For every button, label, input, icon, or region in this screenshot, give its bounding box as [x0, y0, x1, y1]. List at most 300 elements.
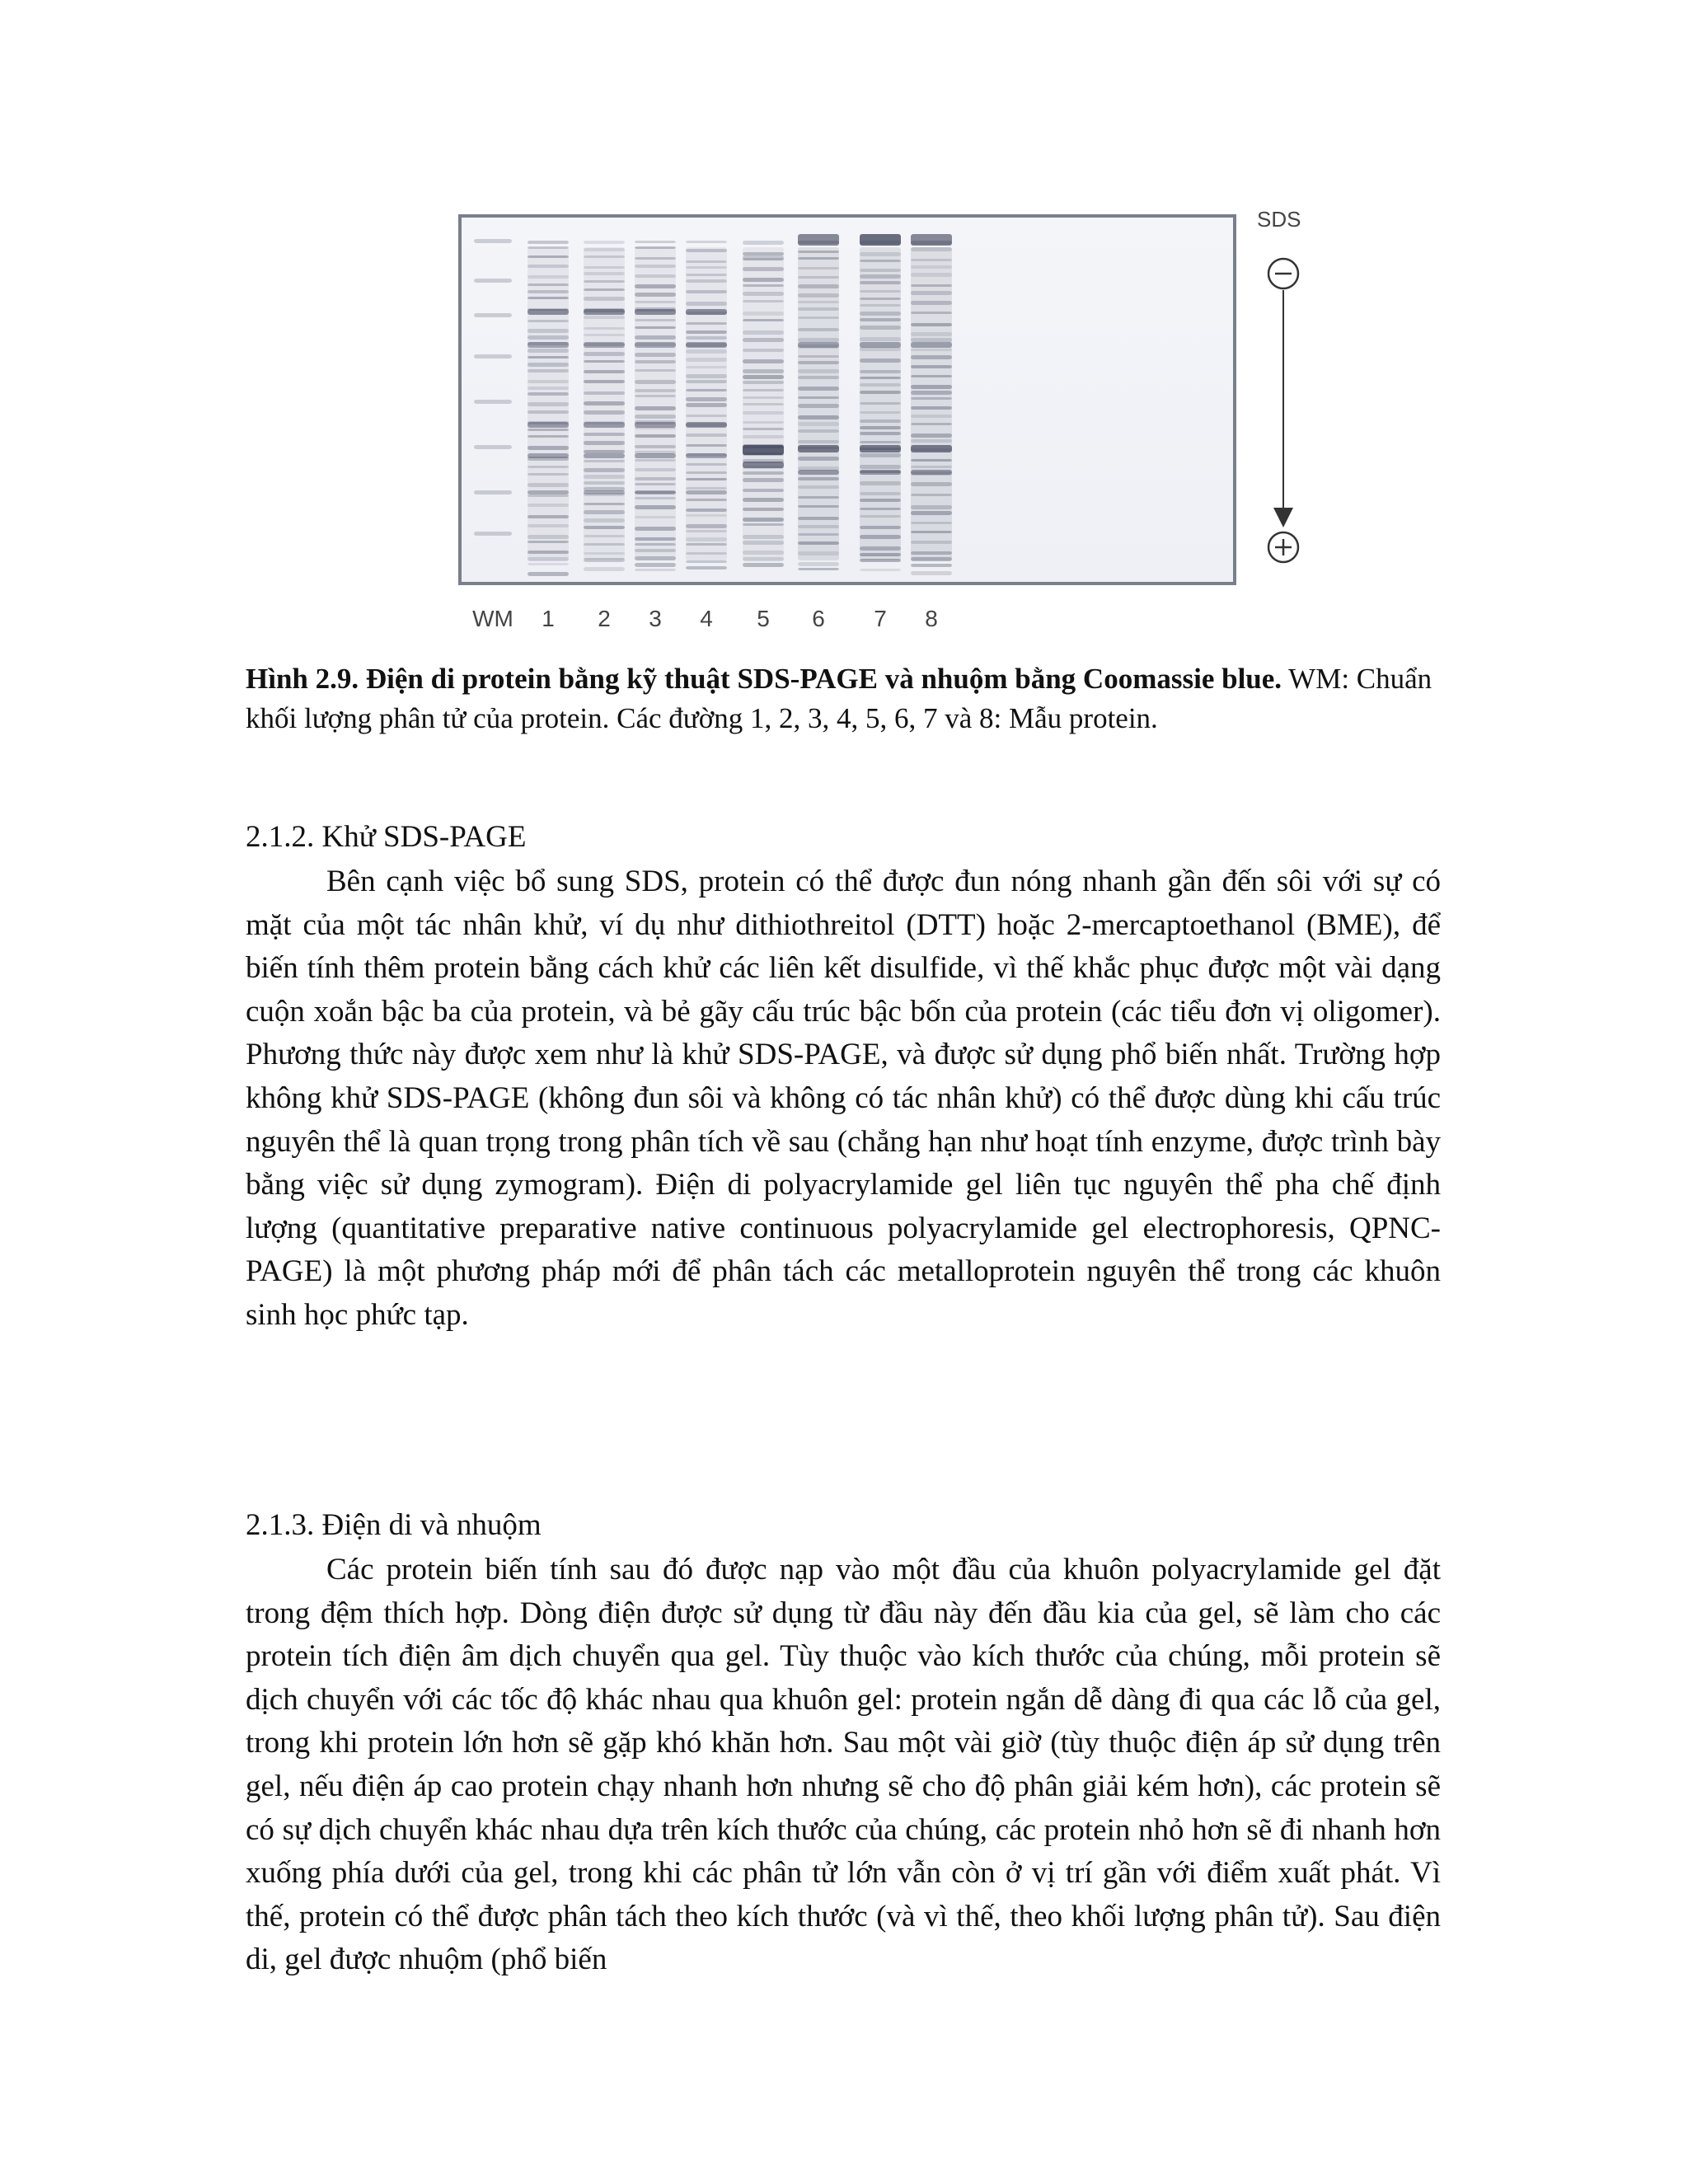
gel-band	[528, 380, 569, 383]
gel-band	[635, 342, 676, 348]
gel-band	[686, 279, 727, 283]
gel-lane	[635, 241, 676, 571]
gel-band	[528, 349, 569, 353]
gel-band	[743, 557, 784, 561]
gel-band	[635, 434, 676, 438]
gel-band	[860, 465, 901, 469]
gel-band	[635, 335, 676, 340]
gel-band	[635, 468, 676, 471]
gel-band	[686, 302, 727, 306]
gel-band	[911, 522, 952, 524]
gel-lane	[584, 241, 625, 571]
gel-band	[743, 300, 784, 302]
gel-band	[743, 319, 784, 321]
gel-band	[635, 497, 676, 499]
gel-band	[528, 541, 569, 543]
gel-band	[860, 391, 901, 394]
gel-band	[860, 370, 901, 373]
gel-band	[635, 301, 676, 303]
gel-band	[584, 503, 625, 505]
gel-band	[860, 260, 901, 262]
gel-band	[686, 266, 727, 269]
gel-band	[798, 422, 839, 426]
section-paragraph: Bên cạnh việc bổ sung SDS, protein có thể được đun nóng nhanh gần đến sôi với sự có mặt của một tác nhân khử, ví dụ như dithiothreitol (DTT) hoặc 2-mercaptoethanol (BME), để biến tính thêm protein bằng cách khử các liên kết disulfide, vì thế khắc phục được một vài dạng cuộn xoắn bậc ba của protein, và bẻ gãy cấu trúc bậc bốn của protein (các tiểu đơn vị oligomer). Phương thức này được xem như là khử SDS-PAGE, và được sử dụng phổ biến nhất. Trường hợp không khử SDS-PAGE (không đun sôi và không có tác nhân khử) có thể được dùng khi cấu trúc nguyên thể là quan trọng trong phân tích về sau (chẳng hạn như hoạt tính enzyme, được trình bày bằng việc sử dụng zymogram). Điện di polyacrylamide gel liên tục nguyên thể pha chế định lượng (quantitative preparative native continuous polyacrylamide gel electrophoresis, QPNC-PAGE) là một phương pháp mới để phân tách các metalloprotein nguyên thể trong các khuôn sinh học phức tạp.	[246, 865, 1441, 1332]
gel-band	[798, 328, 839, 331]
gel-band	[860, 559, 901, 562]
gel-band	[584, 288, 625, 291]
gel-band	[635, 246, 676, 249]
gel-band	[686, 444, 727, 447]
gel-band	[860, 419, 901, 423]
gel-band	[528, 335, 569, 340]
gel-band	[528, 422, 569, 428]
gel-band	[860, 377, 901, 379]
gel-band	[635, 556, 676, 560]
gel-band	[798, 541, 839, 545]
gel-band	[635, 241, 676, 243]
gel-band	[686, 260, 727, 263]
gel-band	[798, 517, 839, 520]
gel-band	[860, 359, 901, 363]
sds-page-gel-image	[453, 198, 1327, 643]
gel-band	[584, 433, 625, 436]
lane-label: 7	[874, 606, 887, 631]
section-paragraph: Các protein biến tính sau đó được nạp vào một đầu của khuôn polyacrylamide gel đặt trong đệm thích hợp. Dòng điện được sử dụng từ đầu này đến đầu kia của gel, sẽ làm cho các protein tích điện âm dịch chuyển qua gel. Tùy thuộc vào kích thước của chúng, mỗi protein sẽ dịch chuyển với các tốc độ khác nhau qua khuôn gel: protein ngắn dễ dàng đi qua các lỗ của gel, trong khi protein lớn hơn sẽ gặp khó khăn hơn. Sau một vài giờ (tùy thuộc điện áp sử dụng trên gel, nếu điện áp cao protein chạy nhanh hơn nhưng sẽ cho độ phân giải kém hơn), các protein sẽ có sự dịch chuyển khác nhau dựa trên kích thước của chúng, các protein nhỏ hơn sẽ đi nhanh hơn xuống phía dưới của gel, trong khi các phân tử lớn vẫn còn ở vị trí gần với điểm xuất phát. Vì thế, protein có thể được phân tách theo kích thước (và vì thế, theo khối lượng phân tử). Sau điện di, gel được nhuộm (phổ biến	[246, 1553, 1441, 1977]
gel-band	[686, 530, 727, 532]
gel-band	[860, 402, 901, 405]
gel-band	[635, 490, 676, 494]
gel-band	[743, 403, 784, 405]
gel-band	[743, 541, 784, 545]
gel-band	[911, 234, 952, 246]
gel-band	[584, 490, 625, 494]
gel-band	[911, 385, 952, 389]
gel-band	[528, 363, 569, 367]
gel-band	[743, 551, 784, 555]
gel-band	[743, 489, 784, 492]
gel-band	[798, 533, 839, 536]
gel-band	[798, 525, 839, 528]
gel-band	[860, 342, 901, 348]
lane-label: 1	[542, 606, 555, 631]
gel-band	[528, 504, 569, 507]
gel-band	[911, 365, 952, 368]
gel-band	[911, 406, 952, 410]
gel-band	[584, 380, 625, 383]
gel-band	[743, 445, 784, 455]
gel-band	[528, 284, 569, 286]
gel-band	[584, 401, 625, 405]
gel-frame	[460, 216, 1235, 583]
gel-band	[584, 558, 625, 562]
gel-band	[584, 248, 625, 251]
gel-band	[686, 397, 727, 401]
gel-band	[635, 445, 676, 448]
gel-band	[743, 330, 784, 335]
gel-band	[686, 552, 727, 555]
gel-band	[911, 434, 952, 438]
gel-band	[528, 410, 569, 414]
gel-band	[743, 252, 784, 255]
gel-band	[743, 471, 784, 475]
gel-band	[528, 320, 569, 322]
gel-band	[635, 459, 676, 462]
figure-caption	[246, 659, 1441, 738]
gel-band	[584, 543, 625, 546]
gel-band	[528, 255, 569, 258]
gel-band	[798, 485, 839, 489]
gel-band	[911, 342, 952, 348]
gel-band	[743, 518, 784, 522]
gel-band	[743, 369, 784, 373]
gel-band	[860, 515, 901, 518]
gel-band	[528, 446, 569, 450]
gel-band	[686, 389, 727, 391]
lane-label: 4	[700, 606, 713, 631]
gel-band	[584, 327, 625, 330]
gel-band	[743, 292, 784, 296]
gel-lane	[798, 234, 839, 570]
gel-band	[528, 429, 569, 431]
gel-band	[635, 309, 676, 315]
caption-title: Hình 2.9. Điện di protein bằng kỹ thuật SDS-PAGE và nhuộm bằng Coomassie blue.	[246, 663, 1282, 695]
gel-band	[860, 383, 901, 387]
gel-band	[635, 543, 676, 546]
gel-band	[584, 334, 625, 336]
gel-band	[474, 532, 512, 536]
gel-band	[474, 490, 512, 494]
gel-band	[584, 552, 625, 555]
gel-band	[528, 535, 569, 539]
gel-band	[860, 546, 901, 551]
gel-band	[743, 349, 784, 352]
gel-band	[686, 249, 727, 252]
gel-band	[686, 349, 727, 354]
gel-band	[635, 284, 676, 288]
lane-label: 5	[757, 606, 770, 631]
gel-band	[911, 391, 952, 395]
gel-band	[635, 395, 676, 397]
gel-band	[860, 318, 901, 321]
gel-band	[584, 316, 625, 319]
gel-band	[584, 391, 625, 395]
gel-band	[860, 535, 901, 539]
gel-band	[911, 247, 952, 251]
section-2-1-3	[246, 1504, 1441, 1982]
gel-band	[743, 389, 784, 391]
gel-band	[860, 304, 901, 307]
sds-label: SDS	[1257, 207, 1301, 232]
gel-band	[686, 487, 727, 490]
gel-band	[798, 429, 839, 433]
gel-band	[584, 510, 625, 514]
lane-labels	[472, 606, 938, 631]
gel-band	[911, 273, 952, 277]
gel-band	[528, 265, 569, 268]
gel-band	[911, 564, 952, 567]
gel-band	[635, 422, 676, 428]
gel-band	[686, 543, 727, 546]
gel-band	[686, 537, 727, 541]
gel-band	[743, 563, 784, 567]
gel-band	[911, 551, 952, 555]
gel-band	[798, 267, 839, 269]
gel-band	[528, 563, 569, 565]
gel-band	[911, 375, 952, 377]
gel-band	[798, 376, 839, 379]
gel-band	[860, 526, 901, 529]
gel-band	[860, 252, 901, 256]
gel-band	[686, 274, 727, 276]
gel-band	[860, 426, 901, 429]
gel-band	[743, 396, 784, 399]
gel-band	[528, 309, 569, 315]
gel-band	[911, 355, 952, 359]
gel-band	[911, 439, 952, 443]
gel-band	[528, 473, 569, 476]
gel-band	[911, 541, 952, 544]
gel-band	[798, 251, 839, 253]
gel-band	[686, 330, 727, 334]
gel-band	[528, 466, 569, 468]
gel-band	[798, 496, 839, 499]
cathode-icon	[1268, 259, 1298, 288]
gel-band	[860, 290, 901, 293]
gel-band	[635, 505, 676, 509]
gel-band	[528, 392, 569, 396]
gel-band	[474, 279, 512, 283]
section-heading: 2.1.2. Khử SDS-PAGE	[246, 820, 527, 854]
gel-band	[686, 514, 727, 517]
gel-band	[798, 477, 839, 480]
gel-band	[584, 535, 625, 537]
gel-band	[528, 490, 569, 494]
gel-band	[686, 358, 727, 362]
gel-band	[911, 423, 952, 425]
lane-label: WM	[472, 606, 513, 631]
gel-band	[911, 301, 952, 305]
gel-band	[686, 342, 727, 348]
gel-band	[584, 370, 625, 373]
gel-band	[686, 463, 727, 466]
gel-band	[584, 352, 625, 356]
gel-band	[743, 498, 784, 502]
gel-lane	[860, 234, 901, 571]
gel-band	[743, 428, 784, 430]
gel-band	[860, 445, 901, 452]
gel-band	[911, 511, 952, 515]
gel-band	[911, 470, 952, 475]
gel-band	[635, 569, 676, 571]
gel-band	[528, 515, 569, 518]
gel-band	[798, 316, 839, 319]
gel-band	[798, 284, 839, 288]
gel-band	[911, 349, 952, 351]
gel-band	[911, 397, 952, 400]
gel-band	[528, 494, 569, 497]
gel-band	[911, 571, 952, 575]
gel-band	[743, 381, 784, 384]
gel-band	[686, 322, 727, 325]
gel-band	[686, 453, 727, 458]
gel-band	[798, 445, 839, 452]
gel-band	[584, 518, 625, 523]
gel-band	[686, 309, 727, 315]
gel-band	[743, 535, 784, 539]
gel-band	[635, 563, 676, 567]
gel-bands	[474, 234, 952, 576]
gel-band	[911, 445, 952, 452]
gel-band	[686, 241, 727, 243]
gel-band	[798, 551, 839, 555]
gel-band	[911, 459, 952, 462]
gel-band	[911, 557, 952, 561]
gel-band	[743, 435, 784, 438]
gel-band	[686, 336, 727, 340]
gel-band	[635, 527, 676, 531]
gel-band	[860, 312, 901, 316]
gel-band	[798, 470, 839, 475]
gel-band	[911, 323, 952, 326]
gel-band	[743, 255, 784, 260]
gel-band	[911, 505, 952, 509]
gel-band	[635, 389, 676, 392]
gel-band	[686, 524, 727, 528]
gel-band	[635, 257, 676, 260]
gel-band	[686, 471, 727, 474]
gel-band	[584, 360, 625, 363]
gel-band	[584, 468, 625, 472]
gel-band	[686, 434, 727, 437]
gel-band	[635, 453, 676, 458]
gel-band	[686, 403, 727, 407]
gel-band	[686, 380, 727, 383]
gel-band	[798, 505, 839, 508]
gel-band	[584, 453, 625, 458]
gel-band	[528, 329, 569, 333]
gel-band	[584, 255, 625, 258]
gel-band	[911, 466, 952, 468]
gel-band	[686, 374, 727, 378]
gel-band	[860, 281, 901, 284]
gel-band	[911, 494, 952, 496]
gel-band	[860, 269, 901, 272]
gel-band	[798, 361, 839, 364]
gel-band	[686, 566, 727, 569]
gel-band	[798, 276, 839, 279]
gel-band	[528, 290, 569, 293]
gel-band	[584, 475, 625, 479]
gel-band	[528, 297, 569, 299]
gel-band	[635, 274, 676, 278]
gel-band	[911, 338, 952, 342]
gel-band	[635, 319, 676, 321]
gel-band	[584, 280, 625, 283]
gel-band	[860, 298, 901, 300]
gel-band	[635, 326, 676, 329]
gel-band	[911, 259, 952, 261]
gel-band	[860, 234, 901, 246]
gel-band	[584, 241, 625, 244]
gel-band	[584, 460, 625, 462]
gel-lane	[528, 241, 569, 576]
gel-band	[635, 549, 676, 552]
gel-band	[584, 297, 625, 301]
gel-band	[584, 526, 625, 529]
gel-band	[635, 380, 676, 384]
gel-band	[860, 569, 901, 571]
gel-band	[743, 375, 784, 379]
gel-band	[584, 272, 625, 275]
gel-band	[860, 499, 901, 502]
gel-band	[743, 267, 784, 271]
gel-band	[528, 387, 569, 390]
gel-band	[635, 265, 676, 268]
gel-band	[743, 421, 784, 424]
gel-band	[860, 432, 901, 435]
caption-description: WM: Chuẩn khối lượng phân tử của protein. Các đường 1, 2, 3, 4, 5, 6, 7 và 8: Mẫu protein.	[246, 663, 1432, 734]
gel-band	[686, 415, 727, 417]
gel-band	[798, 440, 839, 443]
gel-band	[686, 422, 727, 428]
gel-band	[584, 441, 625, 445]
gel-band	[635, 360, 676, 363]
gel-lane	[686, 241, 727, 569]
gel-band	[798, 396, 839, 399]
gel-band	[584, 567, 625, 571]
gel-band	[860, 326, 901, 330]
gel-band	[686, 290, 727, 293]
gel-band	[798, 234, 839, 246]
gel-band	[743, 462, 784, 468]
gel-band	[743, 284, 784, 287]
gel-band	[528, 275, 569, 279]
gel-band	[860, 508, 901, 510]
gel-band	[528, 524, 569, 527]
gel-band	[584, 450, 625, 453]
gel-band	[743, 411, 784, 415]
gel-band	[635, 477, 676, 480]
gel-band	[686, 366, 727, 368]
gel-band	[860, 481, 901, 485]
gel-band	[798, 257, 839, 260]
gel-band	[911, 284, 952, 287]
gel-band	[911, 415, 952, 418]
gel-band	[528, 356, 569, 359]
gel-band	[798, 355, 839, 358]
gel-band	[635, 415, 676, 419]
section-heading: 2.1.3. Điện di và nhuộm	[246, 1508, 542, 1542]
gel-band	[860, 441, 901, 443]
gel-band	[860, 492, 901, 495]
gel-band	[635, 406, 676, 410]
gel-band	[798, 404, 839, 408]
gel-band	[528, 246, 569, 249]
gel-band	[528, 453, 569, 458]
gel-band	[635, 516, 676, 518]
section-2-1-2	[246, 816, 1441, 1338]
lane-label: 3	[649, 606, 662, 631]
gel-band	[743, 359, 784, 363]
lane-label: 6	[812, 606, 825, 631]
gel-band	[911, 332, 952, 336]
gel-band	[860, 453, 901, 457]
lane-label: 2	[598, 606, 611, 631]
gel-band	[528, 551, 569, 554]
gel-band	[474, 354, 512, 359]
gel-band	[798, 301, 839, 303]
gel-band	[911, 531, 952, 533]
